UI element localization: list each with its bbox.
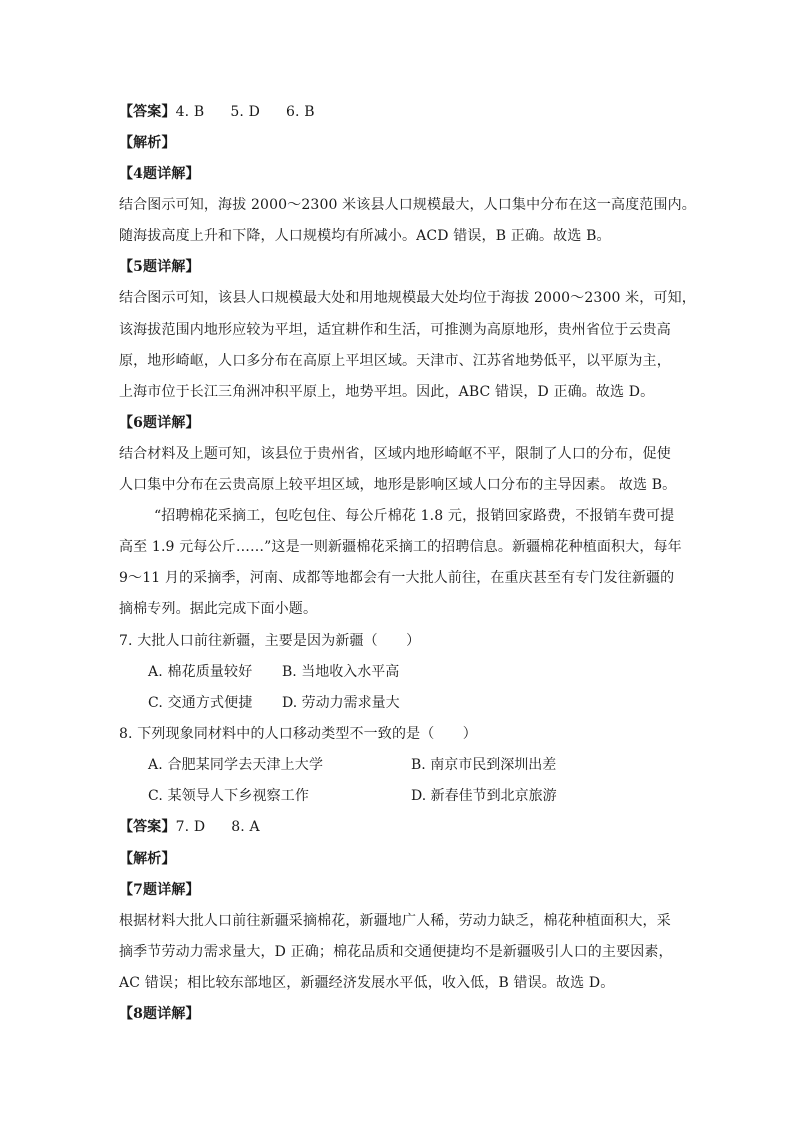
q8-detail-heading: 【8题详解】 [119,1006,200,1022]
q6-detail-line: 结合材料及上题可知，该县位于贵州省，区域内地形崎岖不平，限制了人口的分布，促使 [119,446,671,462]
material-line: “招聘棉花采摘工，包吃包住、每公斤棉花 1.8 元，报销回家路费，不报销车费可提 [154,508,675,524]
q7-option-a: A. 棉花质量较好 [148,664,253,680]
q4-detail-line: 随海拔高度上升和下降，人口规模均有所减小。ACD 错误，B 正确。故选 B。 [119,228,611,244]
q7-stem: 7. 大批人口前往新疆，主要是因为新疆（ ） [119,633,421,649]
q5-detail-line: 该海拔范围内地形应较为平坦，适宜耕作和生活，可推测为高原地形，贵州省位于云贵高 [119,322,671,338]
q7-detail-line: 根据材料大批人口前往新疆采摘棉花，新疆地广人稀，劳动力缺乏，棉花种植面积大，采 [119,913,671,929]
material-line: 高至 1.9 元每公斤……”这是一则新疆棉花采摘工的招聘信息。新疆棉花种植面积大，每年 [119,539,682,555]
answer-4: 4. B [175,104,205,120]
q5-detail-line: 结合图示可知，该县人口规模最大处和用地规模最大处均位于海拔 2000～2300 米，可知， [119,290,696,306]
q8-option-c: C. 某领导人下乡视察工作 [148,788,310,804]
q5-detail-line: 原，地形崎岖，人口多分布在高原上平坦区域。天津市、江苏省地势低平，以平原为主， [119,353,671,369]
q5-detail-line: 上海市位于长江三角洲冲积平原上，地势平坦。因此，ABC 错误，D 正确。故选 D。 [119,384,655,400]
q7-detail-line: 摘季节劳动力需求量大，D 正确；棉花品质和交通便捷均不是新疆吸引人口的主要因素， [119,944,673,960]
q4-detail-heading: 【4题详解】 [119,166,200,182]
answer-label: 【答案】 [119,819,176,835]
q8-stem: 8. 下列现象同材料中的人口移动类型不一致的是（ ） [119,726,477,742]
material-line: 摘棉专列。据此完成下面小题。 [119,601,318,617]
answer-8: 8. A [231,819,260,835]
q6-detail-heading: 【6题详解】 [119,415,200,431]
q8-option-a: A. 合肥某同学去天津上大学 [148,757,324,773]
q7-option-c: C. 交通方式便捷 [148,695,253,711]
answer-6: 6. B [285,104,315,120]
q8-option-b: B. 南京市民到深圳出差 [411,757,557,773]
answer-5: 5. D [230,104,260,120]
material-line: 9～11 月的采摘季，河南、成都等地都会有一大批人前往，在重庆甚至有专门发往新疆的 [119,570,675,586]
q4-detail-line: 结合图示可知，海拔 2000～2300 米该县人口规模最大，人口集中分布在这一高度范围内。 [119,197,696,213]
q7-option-d: D. 劳动力需求量大 [282,695,400,711]
answer-line-4-6 [119,102,315,122]
q7-option-b: B. 当地收入水平高 [282,664,400,680]
q7-detail-line: AC 错误；相比较东部地区，新疆经济发展水平低，收入低，B 错误。故选 D。 [119,975,615,991]
q8-option-d: D. 新春佳节到北京旅游 [411,788,557,804]
answer-line-7-8 [119,817,260,837]
analysis-heading-2: 【解析】 [119,851,176,867]
q7-detail-heading: 【7题详解】 [119,882,200,898]
q6-detail-line: 人口集中分布在云贵高原上较平坦区域，地形是影响区域人口分布的主导因素。 故选 B。 [119,477,677,493]
answer-7: 7. D [175,819,206,835]
answer-label: 【答案】 [119,104,176,120]
q5-detail-heading: 【5题详解】 [119,259,200,275]
analysis-heading: 【解析】 [119,135,176,151]
